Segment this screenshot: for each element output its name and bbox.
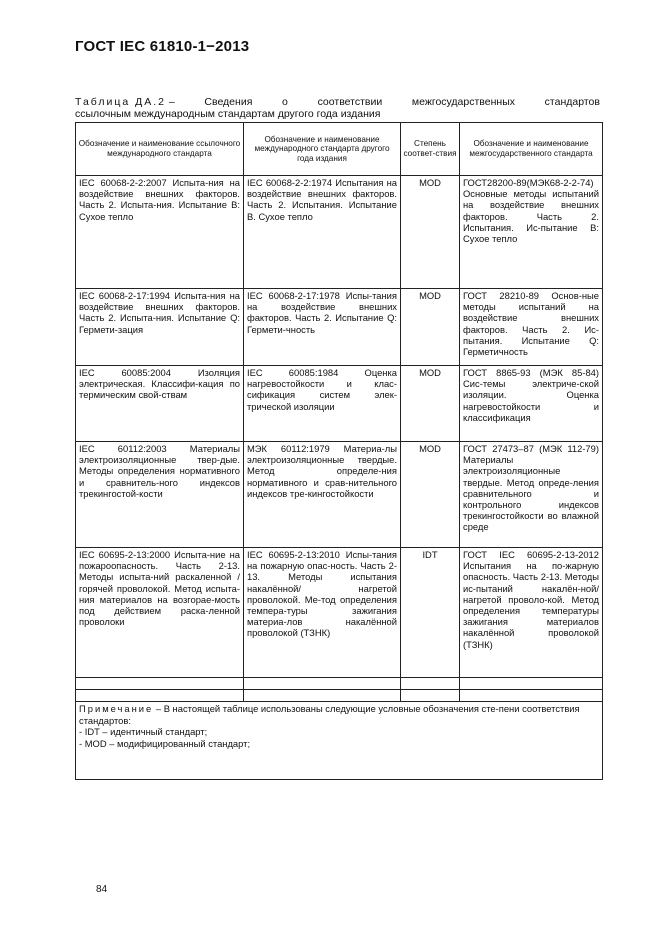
- header-gost-standard: Обозначение и наименование межгосударственного стандарта: [460, 123, 603, 176]
- note-label: Примечание: [79, 703, 154, 714]
- gost-standard-cell: ГОСТ 27473–87 (МЭК 112-79) Материалы электроизоляционные твердые. Метод опреде-ления сравнительного и контрольного индексов трекингостойкости во влажной среде: [460, 442, 603, 548]
- degree-cell: MOD: [401, 176, 460, 289]
- note-body: – В настоящей таблице использованы следующие условные обозначения сте-пени соответствия стандартов:: [79, 703, 580, 726]
- caption-word: соответствии: [317, 96, 383, 108]
- empty-row: [76, 690, 603, 702]
- table-row: [76, 289, 603, 366]
- ref-standard-cell: IEC 60068-2-17:1994 Испыта-ния на воздействие внешних факторов. Часть 2. Испыта-ния. Испытание Q: Гермети-зация: [76, 289, 244, 366]
- table-row: [76, 176, 603, 289]
- degree-cell: IDT: [401, 548, 460, 678]
- table-row: [76, 442, 603, 548]
- caption-line-2: ссылочным международным стандартам другого года издания: [75, 108, 381, 120]
- table-note: [76, 702, 603, 780]
- gost-standard-cell: ГОСТ28200-89(МЭК68-2-2-74) Основные методы испытаний на воздействие внешних факторов. Часть 2. Испытания. Ис-пытание В: Сухое тепло: [460, 176, 603, 289]
- header-degree: Степень соответ-ствия: [401, 123, 460, 176]
- table-caption: [75, 96, 600, 120]
- caption-word: стандартов: [544, 96, 600, 108]
- empty-row: [76, 678, 603, 690]
- ref-standard-cell: IEC 60085:2004 Изоляция электрическая. Классифи-кация по термическим свой-ствам: [76, 366, 244, 442]
- gost-standard-cell: ГОСТ 28210-89 Основ-ные методы испытаний на воздействие внешних факторов. Часть 2. Ис-пытания. Испытание Q: Герметичность: [460, 289, 603, 366]
- page-number: 84: [96, 884, 108, 895]
- caption-word: межгосударственных: [411, 96, 515, 108]
- table-row: [76, 548, 603, 678]
- degree-cell: MOD: [401, 289, 460, 366]
- caption-word: о: [282, 96, 288, 108]
- note-item: - IDT – идентичный стандарт;: [79, 726, 208, 737]
- other-standard-cell: IEC 60068-2-17:1978 Испы-тания на воздействие внешних факторов. Часть 2. Испытание Q: Гермети-чность: [244, 289, 401, 366]
- caption-line-1: [75, 96, 600, 108]
- table-row: [76, 366, 603, 442]
- ref-standard-cell: IEC 60695-2-13:2000 Испыта-ние на пожароопасность. Часть 2-13. Методы испыта-ний раскаленной /горячей проволокой. Метод испыта-ния материалов на возгорае-мость под действием раска-ленной проволоки: [76, 548, 244, 678]
- gost-standard-cell: ГОСТ IEC 60695-2-13-2012 Испытания на по-жарную опасность. Часть 2-13. Методы ис-пытаний накалён-ной/нагретой проволо-кой. Метод определения температуры зажигания материалов накалённой проволокой (ТЗНК): [460, 548, 603, 678]
- other-standard-cell: IEC 60085:1984 Оценка нагревостойкости и клас-сификация систем элек-трической изоляции: [244, 366, 401, 442]
- note-item: - MOD – модифицированный стандарт;: [79, 737, 251, 749]
- note-text: [79, 703, 599, 726]
- ref-standard-cell: IEC 60112:2003 Материалы электроизоляционные твер-дые. Методы определения нормативного и сравнитель-ного индексов трекингостой-кости: [76, 442, 244, 548]
- degree-cell: MOD: [401, 366, 460, 442]
- standards-table: [75, 122, 603, 780]
- degree-cell: MOD: [401, 442, 460, 548]
- header-other-year-standard: Обозначение и наименование международного стандарта другого года издания: [244, 123, 401, 176]
- ref-standard-cell: IEC 60068-2-2:2007 Испыта-ния на воздействие внешних факторов. Часть 2. Испыта-ния. Испытание В: Сухое тепло: [76, 176, 244, 289]
- note-row: [76, 702, 603, 780]
- gost-standard-cell: ГОСТ 8865-93 (МЭК 85-84) Сис-темы электриче-ской изоляции. Оценка нагревостойкости и классификация: [460, 366, 603, 442]
- other-standard-cell: IEC 60695-2-13:2010 Испы-тания на пожарную опас-ность. Часть 2-13. Методы испытания накалённой/ нагретой проволокой. Ме-тод определения темпера-туры зажигания материа-лов накалённой проволокой (ТЗНК): [244, 548, 401, 678]
- other-standard-cell: МЭК 60112:1979 Материа-лы электроизоляционные твердые. Метод определе-ния нормативного и срав-нительного индексов тре-кингостойкости: [244, 442, 401, 548]
- document-header: ГОСТ IEC 61810-1−2013: [75, 38, 250, 55]
- header-ref-standard: Обозначение и наименование ссылочного международного стандарта: [76, 123, 244, 176]
- caption-word: Сведения: [204, 96, 253, 108]
- caption-label: Таблица ДА.2 –: [75, 96, 175, 108]
- other-standard-cell: IEC 60068-2-2:1974 Испытания на воздействие внешних факторов. Часть 2. Испытания. Испытание В. Сухое тепло: [244, 176, 401, 289]
- table-header-row: [76, 123, 603, 176]
